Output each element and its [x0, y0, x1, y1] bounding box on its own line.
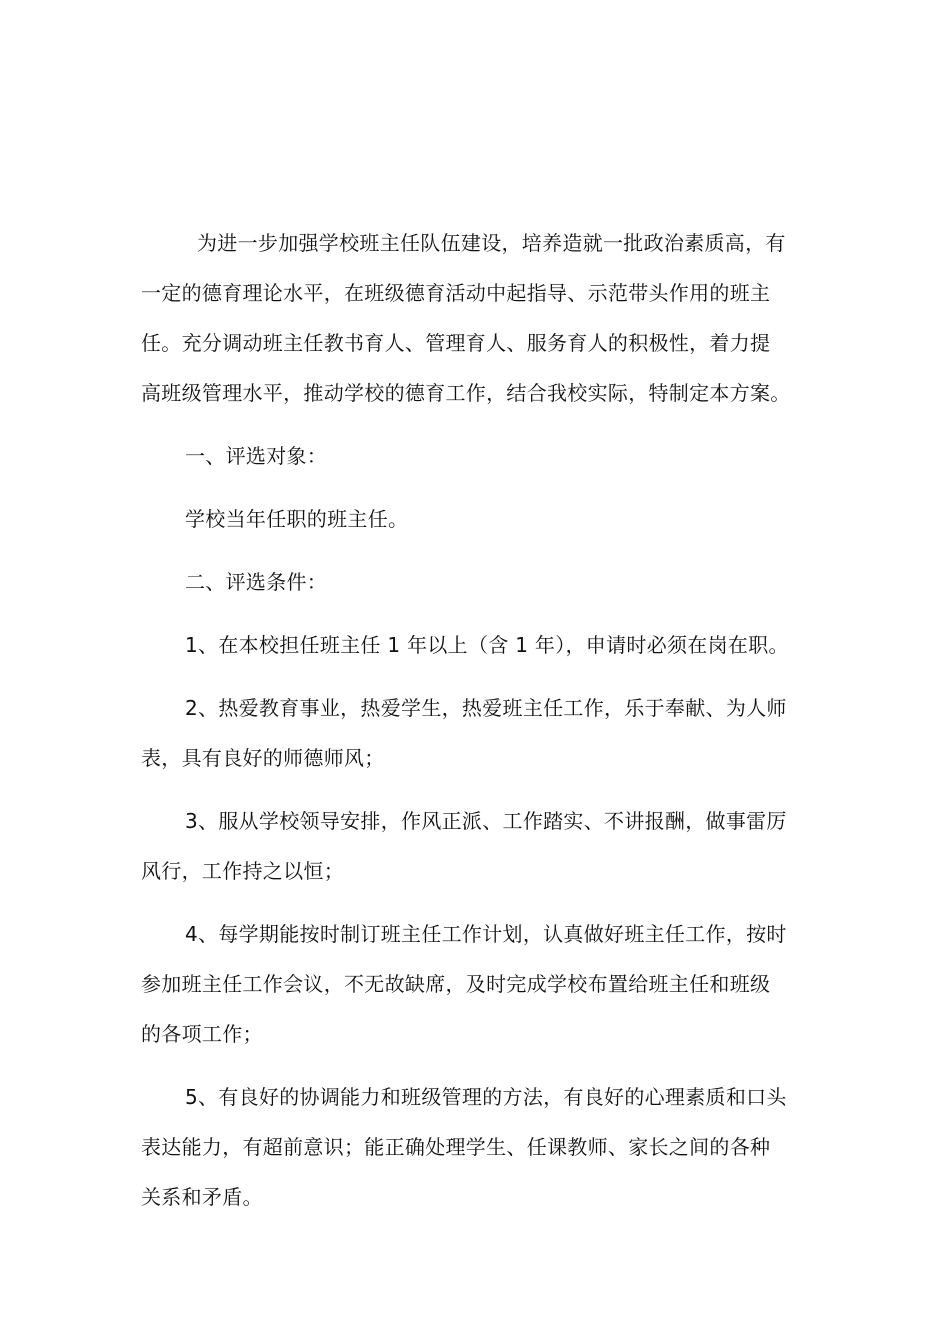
section-heading-text: 一、评选对象：: [185, 444, 328, 468]
section-1-body: [141, 494, 821, 544]
criteria-line: 表达能力，有超前意识；能正确处理学生、任课教师、家长之间的各种: [141, 1135, 771, 1159]
criteria-line: 参加班主任工作会议，不无故缺席，及时完成学校布置给班主任和班级: [141, 972, 771, 996]
intro-line: 一定的德育理论水平，在班级德育活动中起指导、示范带头作用的班主: [141, 281, 771, 305]
intro-paragraph: [141, 218, 821, 418]
section-heading-2: [141, 557, 821, 607]
document-body: [141, 218, 821, 1235]
criteria-line: 4、每学期能按时制订班主任工作计划，认真做好班主任工作，按时: [185, 922, 787, 946]
intro-line: 高班级管理水平，推动学校的德育工作，结合我校实际，特制定本方案。: [141, 381, 791, 405]
criteria-line: 5、有良好的协调能力和班级管理的方法，有良好的心理素质和口头: [185, 1085, 787, 1109]
criteria-item-5: [141, 1072, 821, 1222]
criteria-item-4: [141, 909, 821, 1059]
section-body-text: 学校当年任职的班主任。: [185, 507, 409, 531]
criteria-line: 3、服从学校领导安排，作风正派、工作踏实、不讲报酬，做事雷厉: [185, 809, 787, 833]
criteria-line: 1、在本校担任班主任 1 年以上（含 1 年），申请时必须在岗在职。: [185, 633, 789, 657]
criteria-line: 的各项工作；: [141, 1022, 263, 1046]
intro-line: 为进一步加强学校班主任队伍建设，培养造就一批政治素质高，有: [197, 231, 786, 255]
criteria-item-1: [141, 620, 821, 670]
intro-line: 任。充分调动班主任教书育人、管理育人、服务育人的积极性，着力提: [141, 331, 771, 355]
criteria-item-2: [141, 683, 821, 783]
criteria-line: 风行，工作持之以恒；: [141, 859, 344, 883]
criteria-line: 关系和矛盾。: [141, 1185, 263, 1209]
criteria-line: 2、热爱教育事业，热爱学生，热爱班主任工作，乐于奉献、为人师: [185, 696, 787, 720]
criteria-line: 表，具有良好的师德师风；: [141, 746, 385, 770]
criteria-item-3: [141, 796, 821, 896]
section-heading-1: [141, 431, 821, 481]
section-heading-text: 二、评选条件：: [185, 570, 328, 594]
